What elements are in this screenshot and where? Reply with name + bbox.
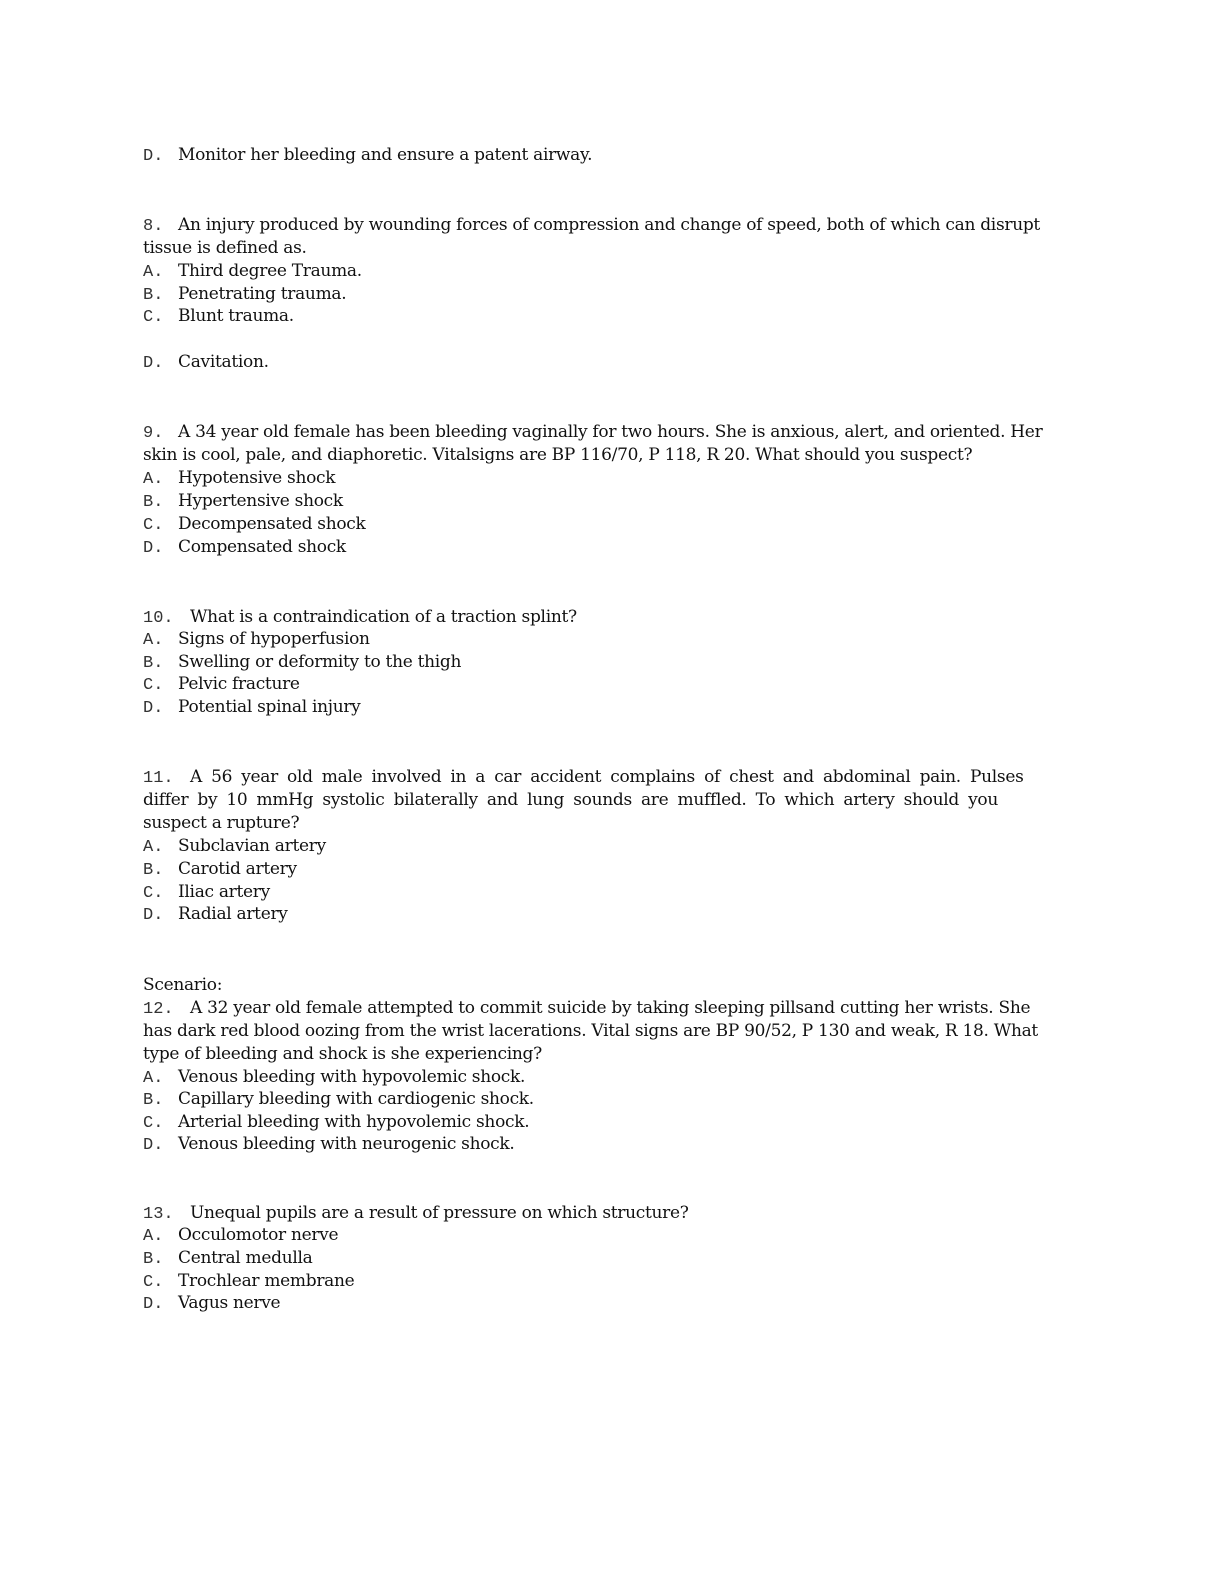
question-number: 13. (143, 1205, 174, 1224)
option-d (143, 536, 346, 559)
option-label: B. (143, 654, 164, 673)
option-text: Hypotensive shock (178, 468, 336, 488)
option-text: Carotid artery (178, 859, 297, 879)
option-text: Central medulla (178, 1248, 313, 1268)
option-text: Iliac artery (178, 882, 270, 902)
option-d (143, 696, 360, 719)
option-label: C. (143, 1273, 164, 1292)
option-label: B. (143, 861, 164, 880)
question-number: 12. (143, 1000, 174, 1019)
option-c (143, 1111, 529, 1134)
option-d (143, 903, 288, 926)
option-label: C. (143, 676, 164, 695)
option-label: C. (143, 516, 164, 535)
option-text: Pelvic fracture (178, 674, 300, 694)
question-stem-line: tissue is defined as. (143, 238, 307, 258)
option-d (143, 351, 269, 374)
question-text: An injury produced by wounding forces of compression and change of speed, both of which can disrupt (178, 215, 1040, 235)
option-label: D. (143, 1136, 164, 1155)
question-stem-line (143, 766, 1024, 789)
option-a (143, 1224, 338, 1247)
option-text: Compensated shock (178, 537, 346, 557)
option-c (143, 1270, 354, 1293)
option-text: Third degree Trauma. (178, 261, 362, 281)
question-stem-line: suspect a rupture? (143, 813, 300, 833)
option-text: Trochlear membrane (178, 1271, 355, 1291)
option-text: Monitor her bleeding and ensure a patent airway. (178, 145, 593, 165)
question-stem-line (143, 214, 1040, 237)
question-text: A 34 year old female has been bleeding vaginally for two hours. She is anxious, alert, and oriented. Her (178, 422, 1043, 442)
option-label: A. (143, 470, 164, 489)
option-label: B. (143, 493, 164, 512)
option-label: D. (143, 906, 164, 925)
option-label: B. (143, 1091, 164, 1110)
question-number: 8. (143, 217, 164, 236)
option-label: D. (143, 539, 164, 558)
option-text: Blunt trauma. (178, 306, 294, 326)
question-stem-line: type of bleeding and shock is she experiencing? (143, 1044, 542, 1064)
option-c (143, 673, 300, 696)
option-text: Radial artery (178, 904, 288, 924)
option-a (143, 1066, 525, 1089)
option-label: A. (143, 838, 164, 857)
option-a (143, 467, 335, 490)
option-text: Arterial bleeding with hypovolemic shock. (178, 1112, 530, 1132)
option-text: Potential spinal injury (178, 697, 361, 717)
option-text: Swelling or deformity to the thigh (178, 652, 462, 672)
option-label: D. (143, 147, 164, 166)
option-a (143, 628, 370, 651)
prev-question-option-d (143, 144, 592, 167)
option-label: B. (143, 1250, 164, 1269)
option-a (143, 835, 326, 858)
option-a (143, 260, 362, 283)
option-label: D. (143, 1295, 164, 1314)
option-label: D. (143, 354, 164, 373)
option-b (143, 858, 297, 881)
question-stem-line: differ by 10 mmHg systolic bilaterally and lung sounds are muffled. To which artery should you (143, 790, 998, 810)
question-stem-line (143, 606, 577, 629)
question-text: A 56 year old male involved in a car accident complains of chest and abdominal pain. Pulses (190, 767, 1024, 787)
question-stem-line: skin is cool, pale, and diaphoretic. Vitalsigns are BP 116/70, P 118, R 20. What should you suspect? (143, 445, 973, 465)
option-text: Vagus nerve (178, 1293, 281, 1313)
option-d (143, 1292, 280, 1315)
option-c (143, 513, 366, 536)
scenario-heading: Scenario: (143, 975, 223, 995)
question-stem-line (143, 997, 1030, 1020)
option-b (143, 490, 343, 513)
question-number: 9. (143, 424, 164, 443)
option-text: Penetrating trauma. (178, 284, 347, 304)
question-number: 10. (143, 609, 174, 628)
question-stem-line (143, 1202, 689, 1225)
option-text: Decompensated shock (178, 514, 366, 534)
option-label: A. (143, 263, 164, 282)
option-label: A. (143, 631, 164, 650)
question-number: 11. (143, 769, 174, 788)
option-text: Venous bleeding with neurogenic shock. (178, 1134, 515, 1154)
option-text: Signs of hypoperfusion (178, 629, 370, 649)
option-text: Capillary bleeding with cardiogenic shock. (178, 1089, 534, 1109)
option-label: C. (143, 1114, 164, 1133)
option-text: Hypertensive shock (178, 491, 343, 511)
question-text: Unequal pupils are a result of pressure on which structure? (190, 1203, 689, 1223)
option-label: C. (143, 308, 164, 327)
question-stem-line: has dark red blood oozing from the wrist lacerations. Vital signs are BP 90/52, P 130 and weak, R 18. What (143, 1021, 1038, 1041)
question-stem-line (143, 421, 1042, 444)
option-c (143, 881, 270, 904)
option-b (143, 1088, 534, 1111)
option-text: Subclavian artery (178, 836, 326, 856)
option-text: Venous bleeding with hypovolemic shock. (178, 1067, 526, 1087)
option-text: Occulomotor nerve (178, 1225, 339, 1245)
option-d (143, 1133, 515, 1156)
option-b (143, 1247, 312, 1270)
option-label: B. (143, 286, 164, 305)
option-b (143, 283, 346, 306)
option-b (143, 651, 461, 674)
question-text: What is a contraindication of a traction splint? (190, 607, 577, 627)
option-label: C. (143, 884, 164, 903)
option-label: A. (143, 1227, 164, 1246)
option-label: D. (143, 699, 164, 718)
question-text: A 32 year old female attempted to commit suicide by taking sleeping pillsand cutting her wrists. She (190, 998, 1031, 1018)
option-c (143, 305, 294, 328)
option-label: A. (143, 1069, 164, 1088)
option-text: Cavitation. (178, 352, 269, 372)
